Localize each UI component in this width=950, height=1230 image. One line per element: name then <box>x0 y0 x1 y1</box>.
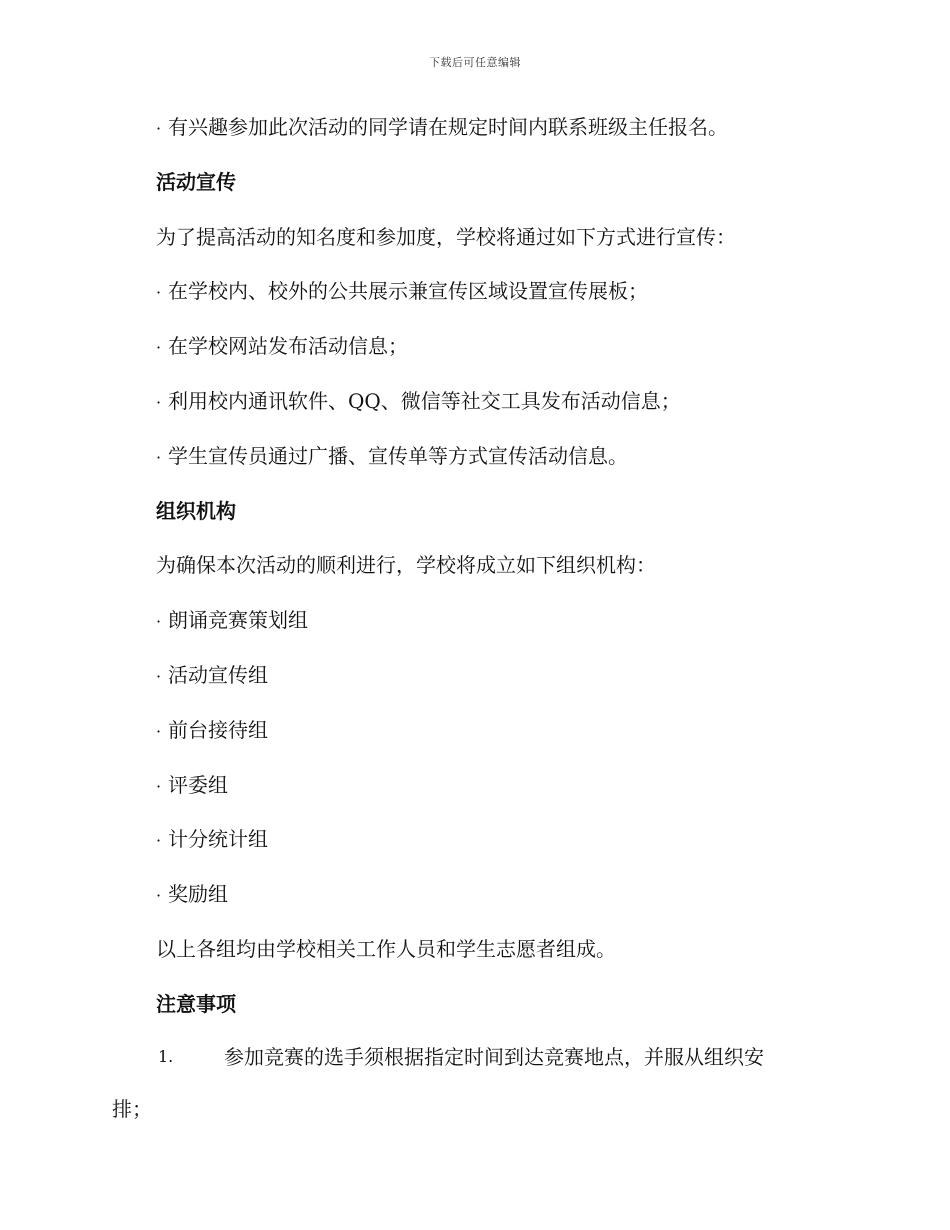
bullet-text: 评委组 <box>168 772 228 797</box>
numbered-item-row <box>112 1040 812 1092</box>
bullet-item <box>156 713 836 768</box>
bullet-text: 在学校内、校外的公共展示兼宣传区域设置宣传展板； <box>168 279 648 304</box>
bullet-marker: · <box>156 338 162 358</box>
section-heading: 活动宣传 <box>156 169 236 194</box>
section-heading: 注意事项 <box>156 991 236 1016</box>
bullet-marker: · <box>156 119 162 138</box>
bullet-item <box>156 274 836 329</box>
bullet-text: 奖励组 <box>168 882 228 907</box>
bullet-marker: · <box>156 721 162 741</box>
bullet-item <box>156 877 836 932</box>
bullet-item <box>156 439 836 494</box>
bullet-item <box>156 603 836 658</box>
bullet-marker: · <box>156 392 162 412</box>
bullet-marker: · <box>156 666 162 686</box>
paragraph: 为了提高活动的知名度和参加度，学校将通过如下方式进行宣传： <box>156 224 736 249</box>
bullet-marker: · <box>156 612 162 632</box>
bullet-marker: · <box>156 776 162 796</box>
bullet-text: 前台接待组 <box>168 717 268 742</box>
section-heading: 组织机构 <box>156 498 236 523</box>
bullet-item <box>156 768 836 823</box>
numbered-item-continuation: 排； <box>112 1097 152 1121</box>
bullet-text: 朗诵竞赛策划组 <box>168 608 308 633</box>
document-body <box>156 110 836 1042</box>
bullet-text: 有兴趣参加此次活动的同学请在规定时间内联系班级主任报名。 <box>168 115 728 139</box>
bullet-marker: · <box>156 831 162 851</box>
bullet-marker: · <box>156 283 162 303</box>
bullet-text: 计分统计组 <box>168 827 268 852</box>
paragraph: 以上各组均由学校相关工作人员和学生志愿者组成。 <box>156 936 616 961</box>
bullet-item <box>156 384 836 439</box>
numbered-item-text: 参加竞赛的选手须根据指定时间到达竞赛地点，并服从组织安 <box>224 1045 764 1069</box>
bullet-text: 活动宣传组 <box>168 662 268 687</box>
bullet-item <box>156 658 836 713</box>
bullet-text: 利用校内通讯软件、QQ、微信等社交工具发布活动信息； <box>168 388 681 413</box>
paragraph: 为确保本次活动的顺利进行，学校将成立如下组织机构： <box>156 553 656 578</box>
bullet-text: 学生宣传员通过广播、宣传单等方式宣传活动信息。 <box>168 443 628 468</box>
bullet-item <box>156 822 836 877</box>
bullet-marker: · <box>156 886 162 906</box>
numbered-item <box>112 1040 812 1126</box>
bullet-item <box>156 110 836 165</box>
page-header: 下载后可任意编辑 <box>429 56 521 69</box>
bullet-text: 在学校网站发布活动信息； <box>168 334 408 359</box>
bullet-item <box>156 329 836 384</box>
bullet-marker: · <box>156 447 162 467</box>
numbered-item-number: 1. <box>158 1047 174 1066</box>
